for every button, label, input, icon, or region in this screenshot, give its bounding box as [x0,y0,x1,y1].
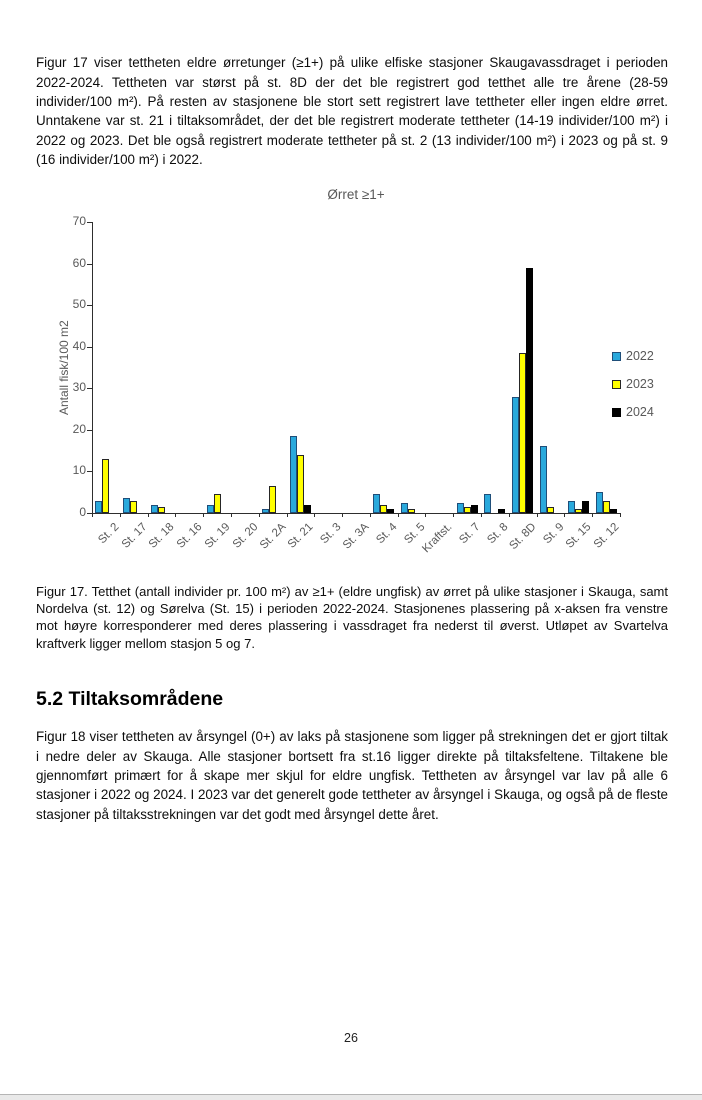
bar-2023-St.12 [603,501,610,513]
x-axis-tick [564,513,565,517]
bar-2024-St.8D [526,268,533,513]
y-axis-tick [87,264,92,265]
footer-bar [0,1094,702,1100]
y-axis-tick-label: 20 [72,421,86,436]
x-axis-tick [620,513,621,517]
section-heading: 5.2 Tiltaksområdene [36,688,224,711]
chart-title: Ørret ≥1+ [327,187,385,202]
x-axis-label: St. 2 [96,521,122,547]
y-axis-title: Antall fisk/100 m2 [57,320,71,415]
page-number: 26 [344,1031,358,1045]
x-axis-tick [203,513,204,517]
x-axis-label: St. 5 [401,521,428,547]
x-axis-label: St. 17 [119,521,150,551]
y-axis-tick [87,388,92,389]
legend-label: 2023 [626,377,654,391]
y-axis-tick [87,471,92,472]
intro-paragraph: Figur 17 viser tettheten eldre ørretunger (≥1+) på ulike elfiske stasjoner Skaugavassdraget i perioden 2022-2024. Tettheten var størst på st. 8D der det ble registrert god tetthet alle tre årene (28-59 individer/100 m²). På resten av stasjonene ble stort sett registrert lave tettheter eller ingen eldre ørret. Unntakene var st. 21 i tiltaksområdet, der det ble registrert moderate tettheter (14-19 individer/100 m²) i 2022 og 2023. Det ble også registrert moderate tettheter på st. 2 (13 individer/100 m²) i 2023 og på st. 9 (16 individer/100 m²) i 2022. [36,55,668,167]
x-axis-label: St. 21 [286,521,316,551]
bar-2023-St.17 [130,501,137,513]
y-axis-tick-label: 10 [72,463,86,478]
bar-2023-St.18 [158,507,165,513]
bar-2024-St.8 [498,509,505,513]
x-axis-label: St. 18 [147,521,177,551]
x-axis-tick [92,513,93,517]
x-axis-label: St. 15 [564,521,594,551]
figure-caption: Figur 17. Tetthet (antall individer pr. 100 m²) av ≥1+ (eldre ungfisk) av ørret på ulike stasjoner i Skauga, samt Nordelva (st. 12) og Sørelva (St. 15) i perioden 2022-2024. Stasjonenes plassering på x-aksen fra venstre mot høyre korresponderer med deres plassering i vassdraget fra nederst til øverst. Utløpet av Svartelva kraftverk ligger mellom stasjon 5 og 7. [36,584,668,651]
x-axis-label: St. 9 [540,521,567,547]
x-axis-tick [481,513,482,517]
x-axis-label: St. 4 [374,521,400,547]
y-axis-tick-label: 30 [72,380,86,395]
bar-2023-St.8D [519,353,526,513]
bar-2022-St.21 [290,436,297,513]
x-axis-label: St. 16 [174,521,205,551]
bar-2024-St.21 [304,505,311,513]
bar-2022-St.8 [484,494,491,513]
x-axis-tick [175,513,176,517]
bar-2024-St.15 [582,501,589,513]
x-axis-label: St. 3A [340,521,372,552]
bar-2024-St.4 [387,509,394,513]
x-axis-tick [537,513,538,517]
x-axis-label: St. 19 [202,521,233,551]
bar-2023-St.19 [214,494,221,513]
x-axis-tick [259,513,260,517]
x-axis-tick [148,513,149,517]
bar-2023-St.4 [380,505,387,513]
x-axis-label: St. 12 [591,521,622,551]
bar-2023-St.5 [408,509,415,513]
x-axis-label: St. 2A [257,521,289,552]
bar-2022-St.9 [540,446,547,513]
y-axis-tick-label: 60 [72,255,86,270]
bar-2022-St.5 [401,503,408,513]
bar-2023-St.2A [269,486,276,513]
bar-2022-St.12 [596,492,603,513]
x-axis-tick [314,513,315,517]
x-axis-tick [453,513,454,517]
bar-2022-St.8D [512,397,519,513]
bar-2022-St.15 [568,501,575,513]
body-paragraph: Figur 18 viser tettheten av årsyngel (0+) av laks på stasjonene som ligger på strekningen det er gjort tiltak i nedre deler av Skauga. Alle stasjoner bortsett fra st.16 ligger direkte på tiltaksfeltene. Tiltakene ble gjennomført primært for å skape mer skjul for eldre ungfisk. Tettheten av årsyngel var lav på alle 6 stasjoner i 2022 og 2024. I 2023 var det generelt gode tettheter av årsyngel i Skauga, og også på de fleste stasjoner på tiltaksstrekningen var det godt med årsyngel dette året. [36,729,668,822]
bar-2023-St.15 [575,509,582,513]
x-axis-tick [287,513,288,517]
x-axis-label: St. 7 [457,521,483,547]
legend-item-2023 [612,377,654,391]
legend-label: 2022 [626,349,654,363]
x-axis-tick [342,513,343,517]
x-axis-tick [509,513,510,517]
y-axis-tick [87,430,92,431]
x-axis-tick [231,513,232,517]
legend-swatch-2022 [612,352,621,361]
bar-2023-St.21 [297,455,304,513]
x-axis-tick [592,513,593,517]
y-axis-tick-label: 40 [72,338,86,353]
x-axis-label: Kraftst. [420,521,455,556]
bar-2022-St.19 [207,505,214,513]
y-axis-tick-label: 0 [79,505,86,519]
y-axis-tick-label: 70 [72,214,86,228]
x-axis-label: St. 8D [507,521,539,553]
x-axis-tick [398,513,399,517]
bar-2024-St.7 [471,505,478,513]
x-axis-label: St. 20 [230,521,261,551]
y-axis-tick [87,222,92,223]
bar-2022-St.4 [373,494,380,513]
bar-2022-St.2A [262,509,269,513]
y-axis-tick [87,347,92,348]
y-axis-tick [87,305,92,306]
x-axis-tick [120,513,121,517]
y-axis-tick-label: 50 [72,297,86,312]
x-axis-tick [425,513,426,517]
legend-swatch-2023 [612,380,621,389]
legend-item-2024 [612,405,654,419]
legend-swatch-2024 [612,408,621,417]
x-axis-label: St. 3 [318,521,344,547]
bar-2022-St.17 [123,498,130,513]
bar-2023-St.7 [464,507,471,513]
x-axis-tick [370,513,371,517]
legend-item-2022 [612,349,654,363]
bar-2023-St.2 [102,459,109,513]
bar-2022-St.2 [95,501,102,513]
bar-2022-St.7 [457,503,464,513]
bar-2023-St.9 [547,507,554,513]
x-axis-label: St. 8 [485,521,511,547]
bar-2024-St.12 [610,509,617,513]
legend-label: 2024 [626,405,654,419]
bar-chart [57,185,680,565]
bar-2022-St.18 [151,505,158,513]
